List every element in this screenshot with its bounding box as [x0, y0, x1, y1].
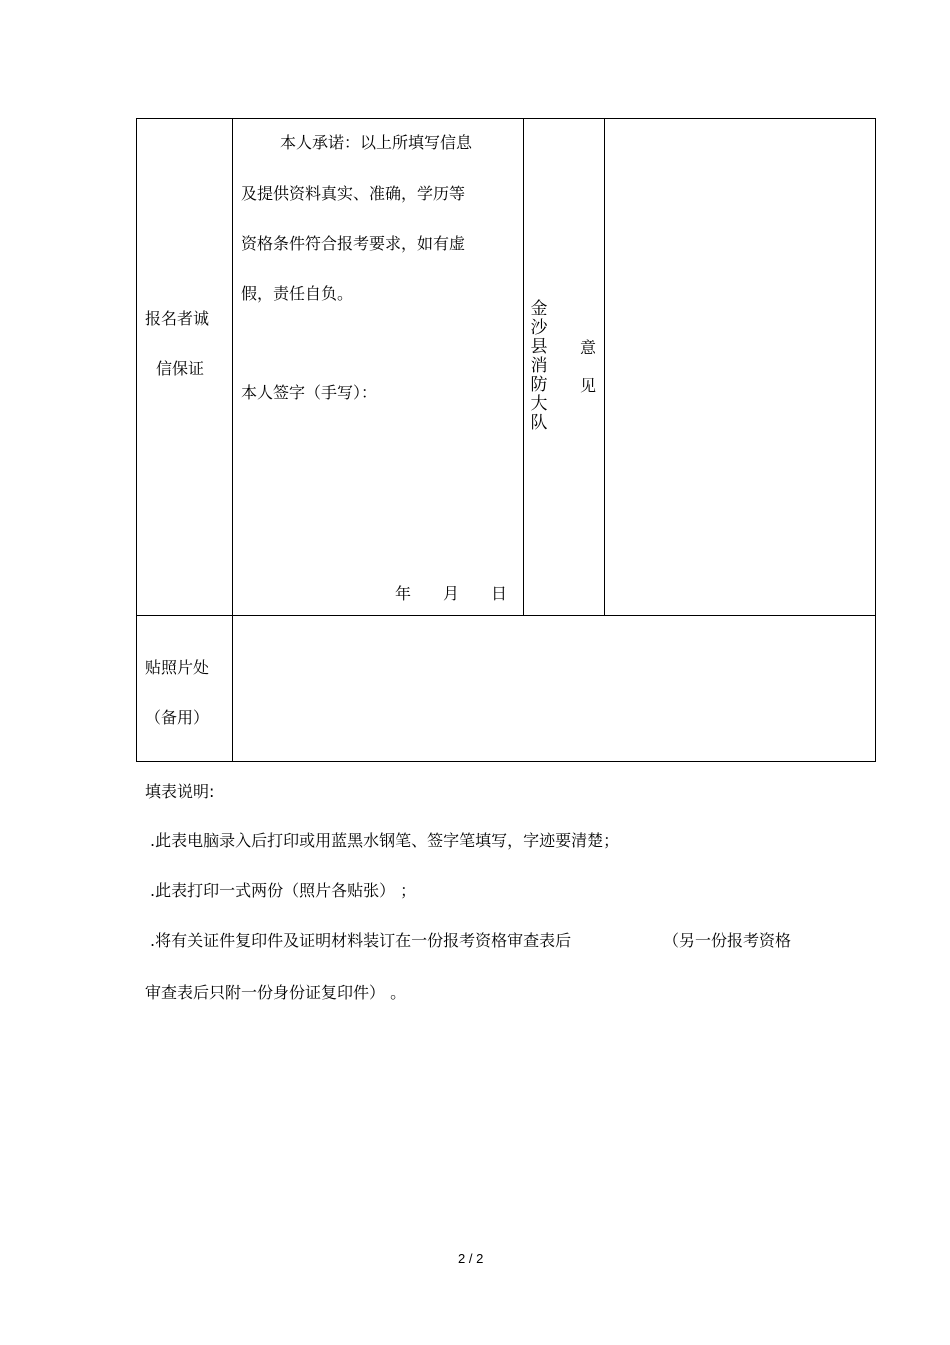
- table-label-divider: [232, 118, 233, 762]
- org-name-char: 队: [530, 413, 548, 433]
- notes-item-3-part2: （另一份报考资格: [663, 931, 792, 950]
- org-name-char: 防: [530, 375, 548, 395]
- photo-label-line1: 贴照片处: [145, 658, 210, 677]
- date-day-label: 日: [491, 584, 508, 603]
- org-name-char: 消: [530, 356, 548, 376]
- org-name-char: 大: [530, 394, 548, 414]
- page-number: 2 / 2: [458, 1251, 484, 1266]
- date-month-label: 月: [443, 584, 460, 603]
- notes-item-3-part3: 审查表后只附一份身份证复印件） 。: [145, 983, 407, 1002]
- opinion-char-2: 见: [580, 376, 597, 395]
- org-name-char: 金: [530, 299, 548, 319]
- table-left-border: [136, 118, 137, 762]
- table-bottom-border: [136, 761, 876, 762]
- notes-item-1: .此表电脑录入后打印或用蓝黑水钢笔、签字笔填写，字迹要清楚；: [150, 831, 620, 850]
- table-pledge-divider: [523, 118, 524, 616]
- table-top-border: [136, 118, 876, 119]
- pledge-line-3: 资格条件符合报考要求，如有虚: [241, 234, 466, 253]
- photo-label-line2: （备用）: [145, 708, 210, 727]
- table-org-divider: [604, 118, 605, 616]
- notes-item-3-part1: .将有关证件复印件及证明材料装订在一份报考资格审查表后: [150, 931, 572, 950]
- date-year-label: 年: [395, 584, 412, 603]
- integrity-label-line2: 信保证: [156, 359, 205, 378]
- table-row-divider: [136, 615, 876, 616]
- org-name-vertical: [529, 300, 549, 433]
- notes-item-2: .此表打印一式两份（照片各贴张） ；: [150, 881, 417, 900]
- opinion-field[interactable]: [606, 120, 874, 614]
- photo-area[interactable]: [234, 617, 874, 760]
- table-right-border: [875, 118, 876, 762]
- integrity-label-line1: 报名者诚: [145, 309, 210, 328]
- signature-area[interactable]: [234, 410, 522, 570]
- pledge-line-1: 本人承诺：以上所填写信息: [280, 133, 473, 152]
- pledge-line-4: 假，责任自负。: [241, 284, 354, 303]
- opinion-char-1: 意: [580, 338, 597, 357]
- notes-title: 填表说明:: [145, 782, 215, 801]
- signature-label: 本人签字（手写）：: [241, 383, 378, 402]
- org-name-char: 沙: [530, 318, 548, 338]
- pledge-line-2: 及提供资料真实、准确，学历等: [241, 184, 466, 203]
- org-name-char: 县: [530, 337, 548, 357]
